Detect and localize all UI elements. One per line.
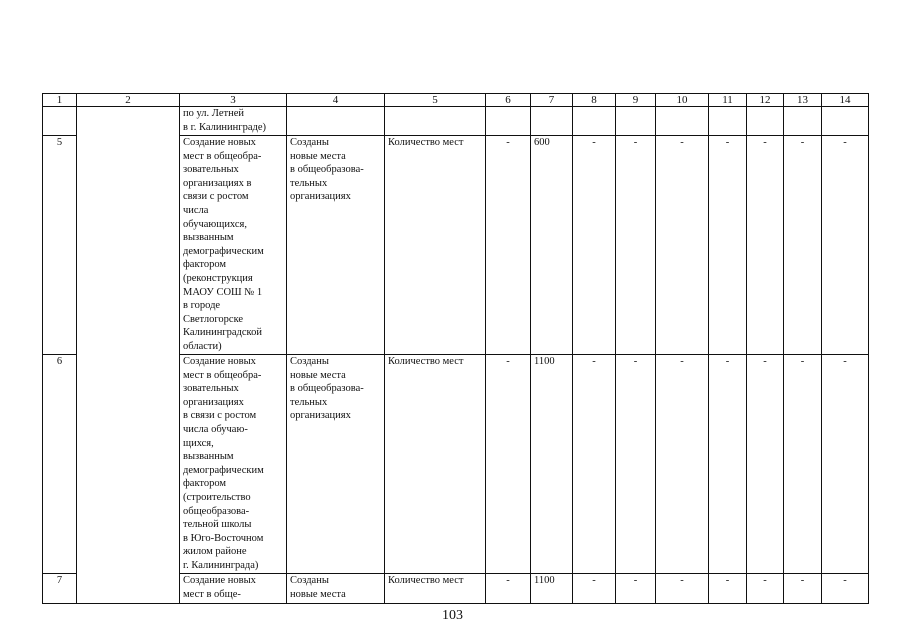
row-number-cell: 6 (43, 355, 77, 574)
table-row-continuation (43, 107, 869, 136)
header-cell: 4 (287, 94, 385, 107)
value-cell: - (709, 355, 747, 574)
value-cell: - (486, 355, 531, 574)
value-cell: - (784, 355, 822, 574)
header-cell: 9 (616, 94, 656, 107)
header-cell: 14 (822, 94, 869, 107)
value-cell: - (486, 574, 531, 604)
value-cell (531, 107, 573, 136)
header-cell: 10 (656, 94, 709, 107)
indicator-cell: Количество мест (385, 574, 486, 604)
header-cell: 5 (385, 94, 486, 107)
header-cell: 2 (77, 94, 180, 107)
header-row (43, 94, 869, 107)
row-number-cell (43, 107, 77, 136)
header-cell: 8 (573, 94, 616, 107)
value-cell: - (573, 355, 616, 574)
value-cell: 600 (531, 136, 573, 355)
value-cell: - (822, 574, 869, 604)
header-cell: 3 (180, 94, 287, 107)
indicator-cell (385, 107, 486, 136)
result-cell (287, 107, 385, 136)
value-cell (709, 107, 747, 136)
indicator-cell: Количество мест (385, 136, 486, 355)
value-cell (822, 107, 869, 136)
value-cell: - (656, 355, 709, 574)
value-cell: - (822, 355, 869, 574)
value-cell: - (709, 136, 747, 355)
value-cell: - (822, 136, 869, 355)
result-cell: Созданы новые места (287, 574, 385, 604)
value-cell: - (616, 355, 656, 574)
value-cell: - (486, 136, 531, 355)
row-number-cell: 5 (43, 136, 77, 355)
value-cell (486, 107, 531, 136)
measure-cell: Создание новых мест в общеобра- зовательных организациях в связи с ростом числа обучающихся, вызванным демографическим фактором (реконструкция МАОУ СОШ № 1 в городе Светлогорске Калининградской области) (180, 136, 287, 355)
group-cell (77, 107, 180, 604)
page-number: 103 (442, 608, 463, 623)
header-cell: 11 (709, 94, 747, 107)
value-cell: - (573, 136, 616, 355)
value-cell: - (656, 136, 709, 355)
value-cell: - (784, 136, 822, 355)
value-cell (747, 107, 784, 136)
row-number-cell: 7 (43, 574, 77, 604)
header-cell: 7 (531, 94, 573, 107)
value-cell: - (709, 574, 747, 604)
value-cell: 1100 (531, 574, 573, 604)
value-cell: 1100 (531, 355, 573, 574)
measure-cell: Создание новых мест в общеобра- зовательных организациях в связи с ростом числа обучаю- щихся, вызванным демографическим фактором (строительство общеобразова- тельной школы в Юго-Восточном жилом районе г. Калининграда) (180, 355, 287, 574)
result-cell: Созданы новые места в общеобразова- тельных организациях (287, 136, 385, 355)
value-cell (573, 107, 616, 136)
measure-cell: Создание новых мест в обще- (180, 574, 287, 604)
value-cell: - (616, 574, 656, 604)
value-cell: - (656, 574, 709, 604)
value-cell: - (747, 355, 784, 574)
value-cell: - (747, 574, 784, 604)
data-table (42, 93, 869, 604)
value-cell: - (616, 136, 656, 355)
header-cell: 1 (43, 94, 77, 107)
result-cell: Созданы новые места в общеобразова- тельных организациях (287, 355, 385, 574)
value-cell (616, 107, 656, 136)
header-cell: 12 (747, 94, 784, 107)
indicator-cell: Количество мест (385, 355, 486, 574)
header-cell: 13 (784, 94, 822, 107)
value-cell: - (747, 136, 784, 355)
header-cell: 6 (486, 94, 531, 107)
value-cell (784, 107, 822, 136)
measure-cell: по ул. Летней в г. Калининграде) (180, 107, 287, 136)
value-cell (656, 107, 709, 136)
value-cell: - (573, 574, 616, 604)
value-cell: - (784, 574, 822, 604)
